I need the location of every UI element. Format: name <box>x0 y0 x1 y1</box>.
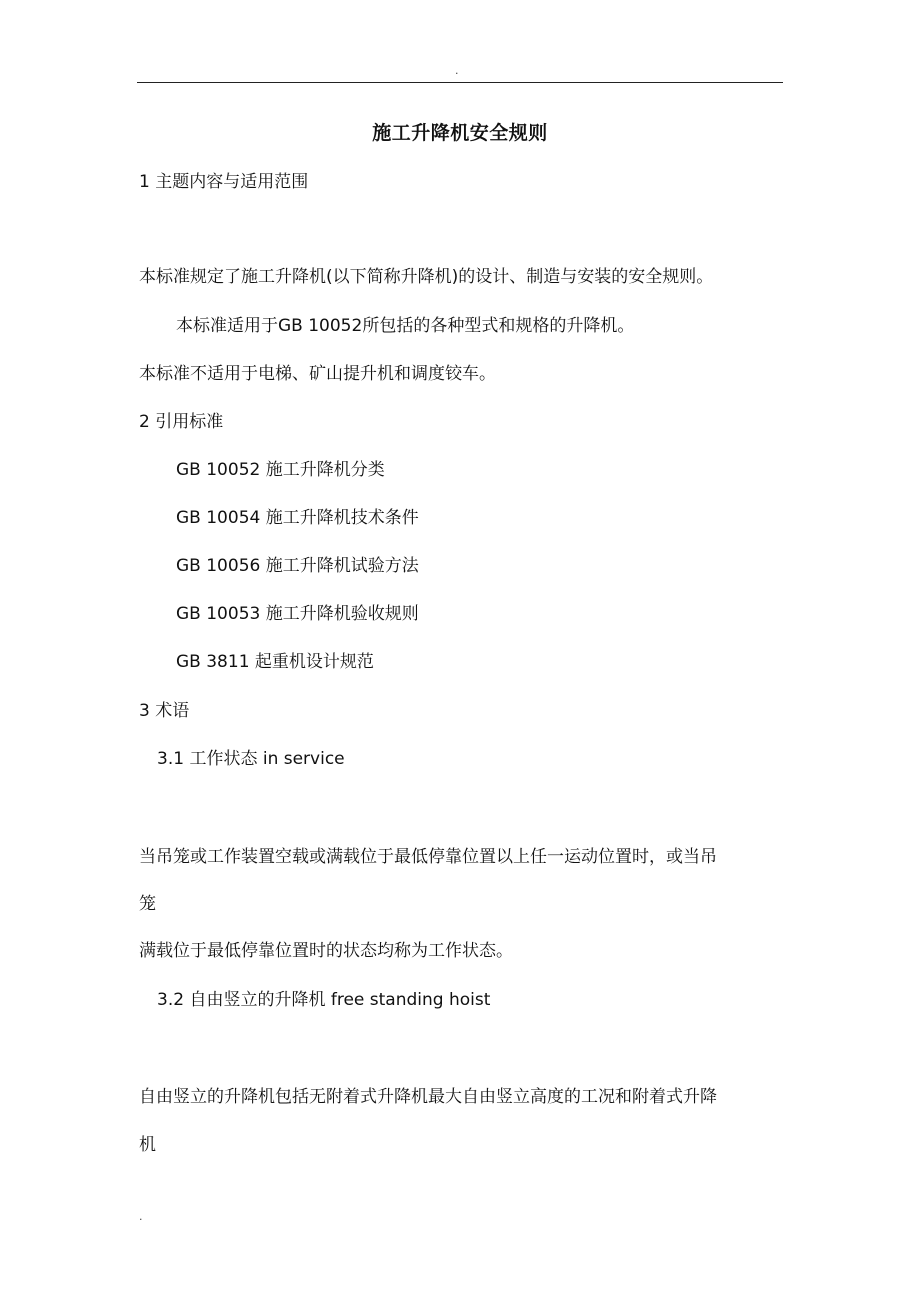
term-3-1-text-line-2: 笼 <box>139 894 156 914</box>
document-title: 施工升降机安全规则 <box>372 122 548 144</box>
reference-item: GB 10056 施工升降机试验方法 <box>176 556 419 576</box>
term-3-1-heading: 3.1 工作状态 in service <box>157 749 345 769</box>
section-3-heading: 3 术语 <box>139 701 190 721</box>
term-3-2-text-line-2: 机 <box>139 1135 156 1155</box>
term-3-1-text-line-1: 当吊笼或工作装置空载或满载位于最低停靠位置以上任一运动位置时，或当吊 <box>139 847 717 867</box>
section-2-heading: 2 引用标准 <box>139 412 224 432</box>
term-3-1-text-line-3: 满载位于最低停靠位置时的状态均称为工作状态。 <box>139 941 513 961</box>
header-rule <box>137 82 783 83</box>
term-3-2-text-line-1: 自由竖立的升降机包括无附着式升降机最大自由竖立高度的工况和附着式升降 <box>139 1087 717 1107</box>
section-1-paragraph-2: 本标准适用于GB 10052所包括的各种型式和规格的升降机。 <box>176 316 635 336</box>
section-1-heading: 1 主题内容与适用范围 <box>139 172 309 192</box>
term-3-2-heading: 3.2 自由竖立的升降机 free standing hoist <box>157 990 491 1010</box>
reference-item: GB 10052 施工升降机分类 <box>176 460 385 480</box>
section-1-paragraph-1: 本标准规定了施工升降机(以下简称升降机)的设计、制造与安装的安全规则。 <box>139 267 714 287</box>
reference-item: GB 10054 施工升降机技术条件 <box>176 508 419 528</box>
footer-mark: . <box>139 1210 143 1223</box>
reference-item: GB 3811 起重机设计规范 <box>176 652 374 672</box>
header-mark: . <box>455 64 459 77</box>
reference-item: GB 10053 施工升降机验收规则 <box>176 604 419 624</box>
section-1-paragraph-3: 本标准不适用于电梯、矿山提升机和调度铰车。 <box>139 364 496 384</box>
